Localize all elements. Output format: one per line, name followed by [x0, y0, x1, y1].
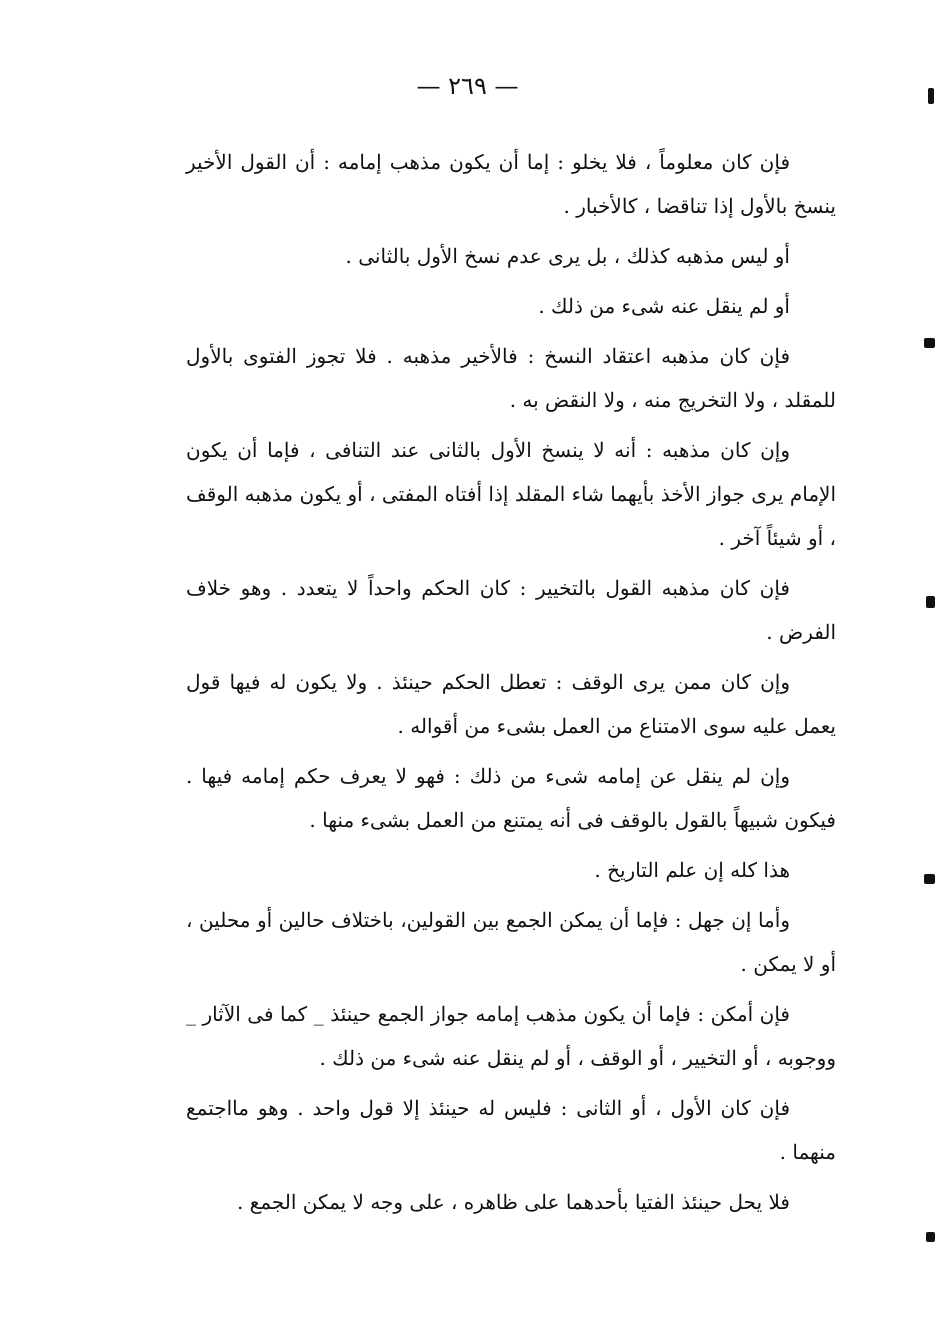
page-number: — ٢٦٩ —	[416, 72, 519, 100]
paragraph: وإن لم ينقل عن إمامه شىء من ذلك : فهو لا يعرف حكم إمامه فيها . فيكون شبيهاً بالقول بالوقف فى أنه يمتنع من العمل بشىء منها .	[186, 764, 836, 832]
paragraph: فإن كان مذهبه اعتقاد النسخ : فالأخير مذهبه . فلا تجوز الفتوى بالأول للمقلد ، ولا التخريج منه ، ولا النقض به .	[186, 344, 836, 412]
paragraph: وإن كان ممن يرى الوقف : تعطل الحكم حينئذ . ولا يكون له فيها قول يعمل عليه سوى الامتناع من العمل بشىء من أقواله .	[186, 670, 836, 738]
paragraph: هذا كله إن علم التاريخ .	[594, 858, 790, 882]
paragraph: وأما إن جهل : فإما أن يمكن الجمع بين القولين، باختلاف حالين أو محلين ، أو لا يمكن .	[186, 908, 836, 976]
paragraph: فإن كان مذهبه القول بالتخيير : كان الحكم واحداً لا يتعدد . وهو خلاف الفرض .	[186, 576, 836, 644]
paragraph: فلا يحل حينئذ الفتيا بأحدهما على ظاهره ، على وجه لا يمكن الجمع .	[236, 1190, 790, 1214]
paragraph: فإن كان الأول ، أو الثانى : فليس له حينئذ إلا قول واحد . وهو مااجتمع منهما .	[186, 1096, 836, 1164]
margin-mark	[924, 874, 935, 884]
paragraph: أو ليس مذهبه كذلك ، بل يرى عدم نسخ الأول بالثانى .	[345, 244, 790, 268]
text-body	[186, 140, 836, 1230]
paragraph: أو لم ينقل عنه شىء من ذلك .	[538, 294, 790, 318]
margin-mark	[926, 1232, 935, 1242]
paragraph: وإن كان مذهبه : أنه لا ينسخ الأول بالثانى عند التنافى ، فإما أن يكون الإمام يرى جواز الأخذ بأيهما شاء المقلد إذا أفتاه المفتى ، أو يكون مذهبه الوقف ، أو شيئاً آخر .	[186, 438, 836, 550]
margin-mark	[924, 338, 935, 348]
margin-mark	[928, 88, 934, 104]
paragraph: فإن كان معلوماً ، فلا يخلو : إما أن يكون مذهب إمامه : أن القول الأخير ينسخ بالأول إذا تناقضا ، كالأخبار .	[186, 150, 836, 218]
margin-mark	[926, 596, 935, 608]
paragraph: فإن أمكن : فإما أن يكون مذهب إمامه جواز الجمع حينئذ _ كما فى الآثار _ ووجوبه ، أو التخيير ، أو الوقف ، أو لم ينقل عنه شىء من ذلك .	[186, 1002, 836, 1070]
